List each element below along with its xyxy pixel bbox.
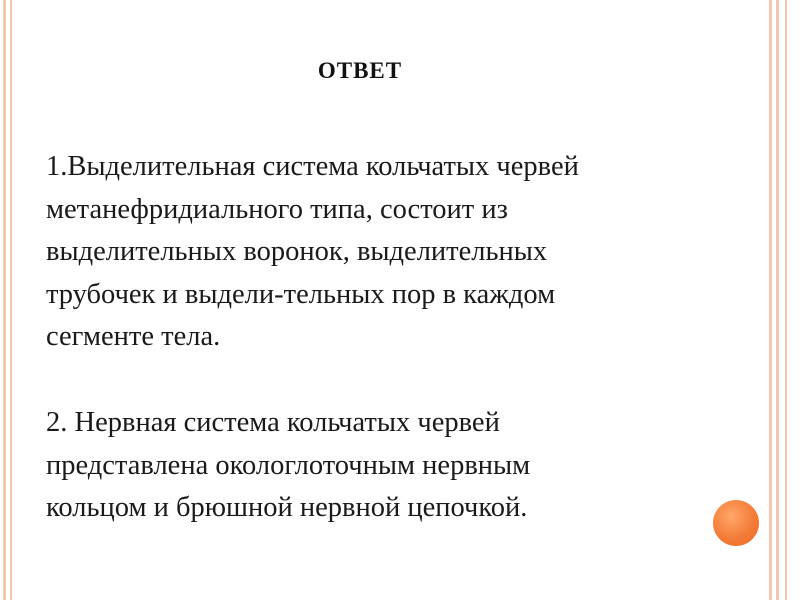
slide-title: ОТВЕТ <box>317 58 403 83</box>
paragraph-2-line: кольцом и брюшной нервной цепочкой. <box>46 492 528 523</box>
paragraph-1-line: 1.Выделительная система кольчатых червей <box>46 151 579 182</box>
paragraph-1-line: сегменте тела. <box>46 321 221 352</box>
paragraph-1-line: выделительных воронок, выделительных <box>46 236 548 267</box>
answer-paragraph-2 <box>46 402 736 530</box>
left-frame-line-outer <box>3 0 6 600</box>
right-frame-line-inner <box>769 0 772 600</box>
answer-paragraph-1 <box>46 146 736 359</box>
paragraph-2-line: 2. Нервная система кольчатых червей <box>46 407 500 438</box>
paragraph-1-line: трубочек и выдели-тельных пор в каждом <box>46 278 556 310</box>
paragraph-1-line: метанефридиального типа, состоит из <box>46 193 508 225</box>
decorative-orange-circle <box>713 500 759 546</box>
left-frame-line-inner <box>10 0 12 600</box>
right-frame-line-outer <box>785 0 787 600</box>
paragraph-2-line: представлена окологлоточным нервным <box>46 449 531 481</box>
right-frame-line-middle <box>776 0 779 600</box>
